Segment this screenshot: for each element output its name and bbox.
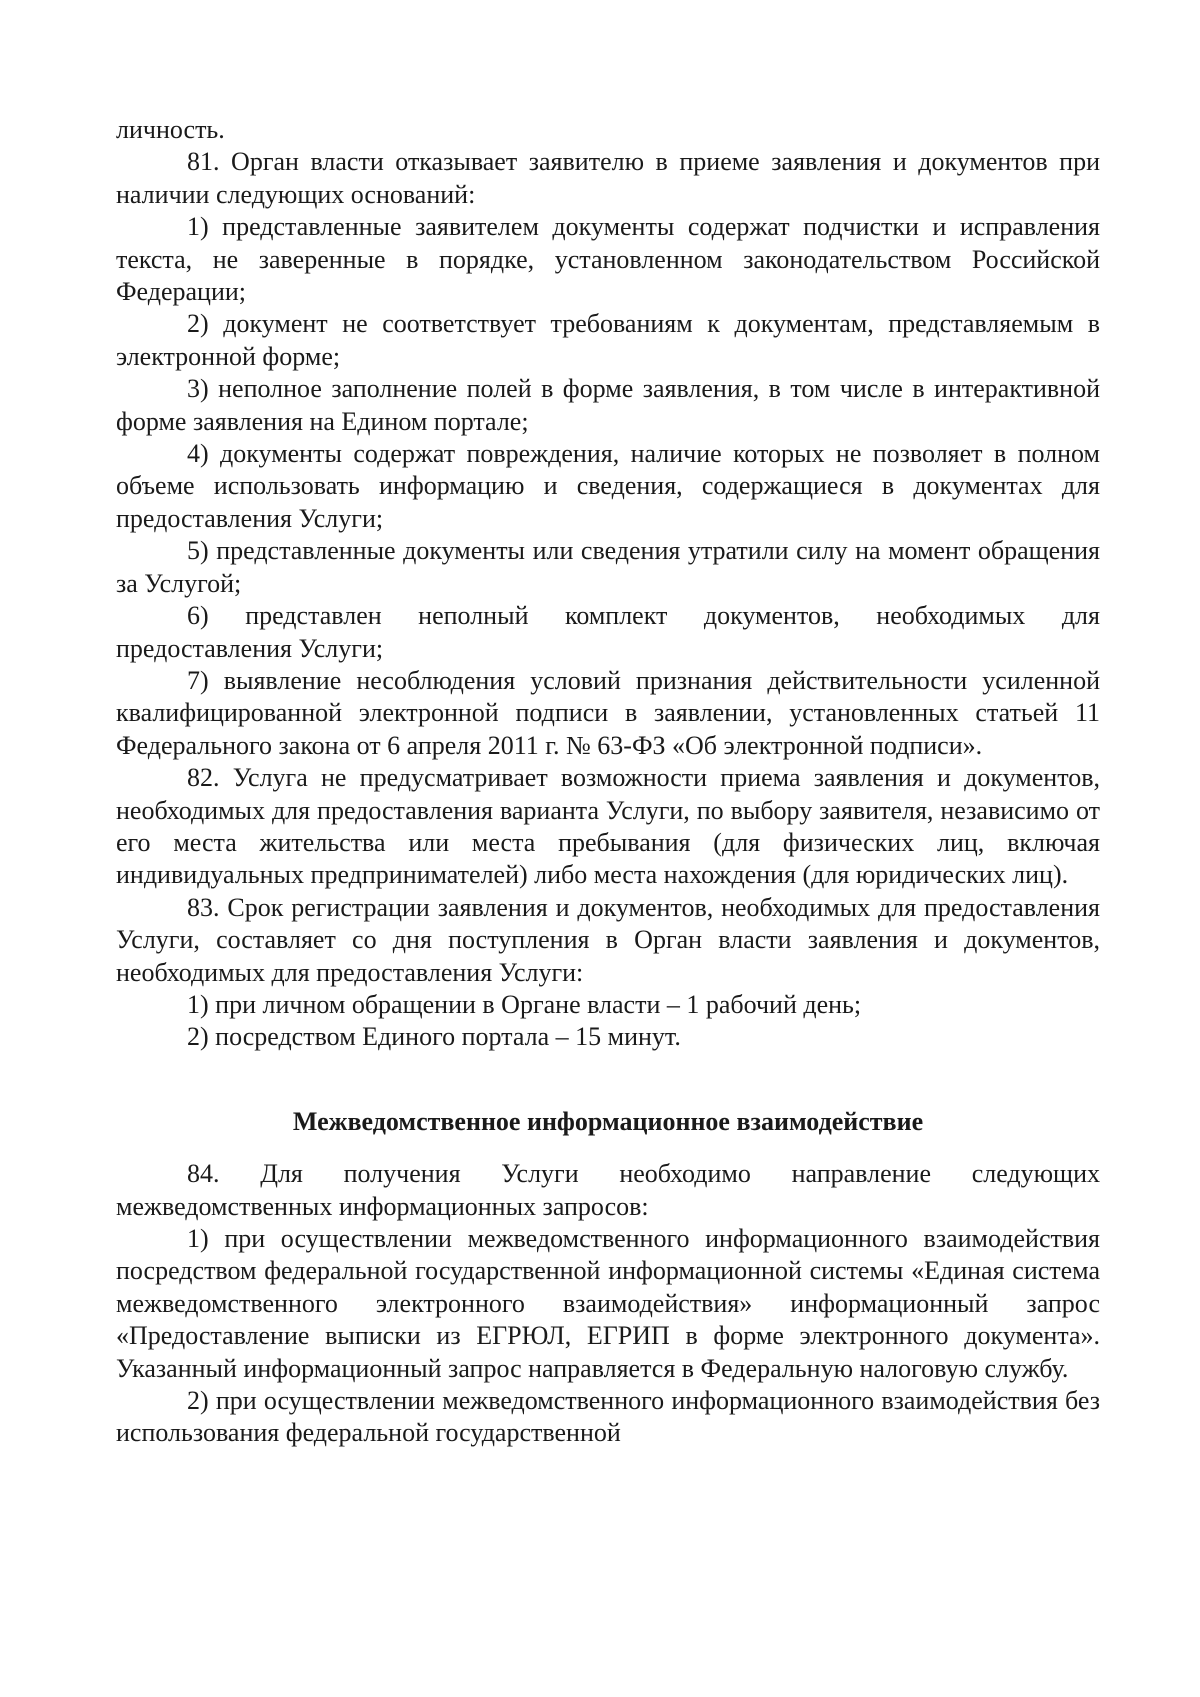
paragraph-84: 84. Для получения Услуги необходимо направление следующих межведомственных информационных запросов: (116, 1159, 1100, 1221)
paragraph-84-item-2: 2) при осуществлении межведомственного информационного взаимодействия без использования федеральной государственной (116, 1386, 1100, 1448)
paragraph-81-item-1: 1) представленные заявителем документы содержат подчистки и исправления текста, не заверенные в порядке, установленном законодательством Российской Федерации; (116, 212, 1100, 307)
paragraph-83: 83. Срок регистрации заявления и документов, необходимых для предоставления Услуги, составляет со дня поступления в Орган власти заявления и документов, необходимых для предоставления Услуги: (116, 892, 1100, 987)
paragraph-81-item-5: 5) представленные документы или сведения утратили силу на момент обращения за Услугой; (116, 536, 1100, 598)
spacer (116, 1138, 1100, 1158)
paragraph-continuation: личность. (116, 115, 225, 144)
paragraph-81-item-3: 3) неполное заполнение полей в форме заявления, в том числе в интерактивной форме заявления на Едином портале; (116, 374, 1100, 436)
section-heading: Межведомственное информационное взаимодействие (292, 1106, 924, 1136)
spacer (116, 1054, 1100, 1106)
paragraph-81: 81. Орган власти отказывает заявителю в приеме заявления и документов при наличии следующих оснований: (116, 147, 1100, 209)
paragraph-81-item-7: 7) выявление несоблюдения условий признания действительности усиленной квалифицированной электронной подписи в заявлении, установленных статьей 11 Федерального закона от 6 апреля 2011 г. № 63-ФЗ «Об электронной подписи». (116, 665, 1100, 760)
paragraph-81-item-4: 4) документы содержат повреждения, наличие которых не позволяет в полном объеме использовать информацию и сведения, содержащиеся в документах для предоставления Услуги; (116, 439, 1100, 533)
paragraph-83-item-1: 1) при личном обращении в Органе власти – 1 рабочий день; (187, 989, 862, 1019)
paragraph-83-item-2: 2) посредством Единого портала – 15 минут. (187, 1022, 681, 1052)
document-body (116, 114, 1100, 1450)
paragraph-84-item-1: 1) при осуществлении межведомственного информационного взаимодействия посредством федеральной государственной информационной системы «Единая система межведомственного электронного взаимодействия» информационный запрос «Предоставление выписки из ЕГРЮЛ, ЕГРИП в форме электронного документа». Указанный информационный запрос направляется в Федеральную налоговую службу. (116, 1224, 1100, 1383)
paragraph-81-item-2: 2) документ не соответствует требованиям к документам, представляемым в электронной форме; (116, 309, 1100, 371)
paragraph-81-item-6: 6) представлен неполный комплект документов, необходимых для предоставления Услуги; (116, 601, 1100, 663)
paragraph-82: 82. Услуга не предусматривает возможности приема заявления и документов, необходимых для предоставления варианта Услуги, по выбору заявителя, независимо от его места жительства или места пребывания (для физических лиц, включая индивидуальных предпринимателей) либо места нахождения (для юридических лиц). (116, 763, 1100, 890)
